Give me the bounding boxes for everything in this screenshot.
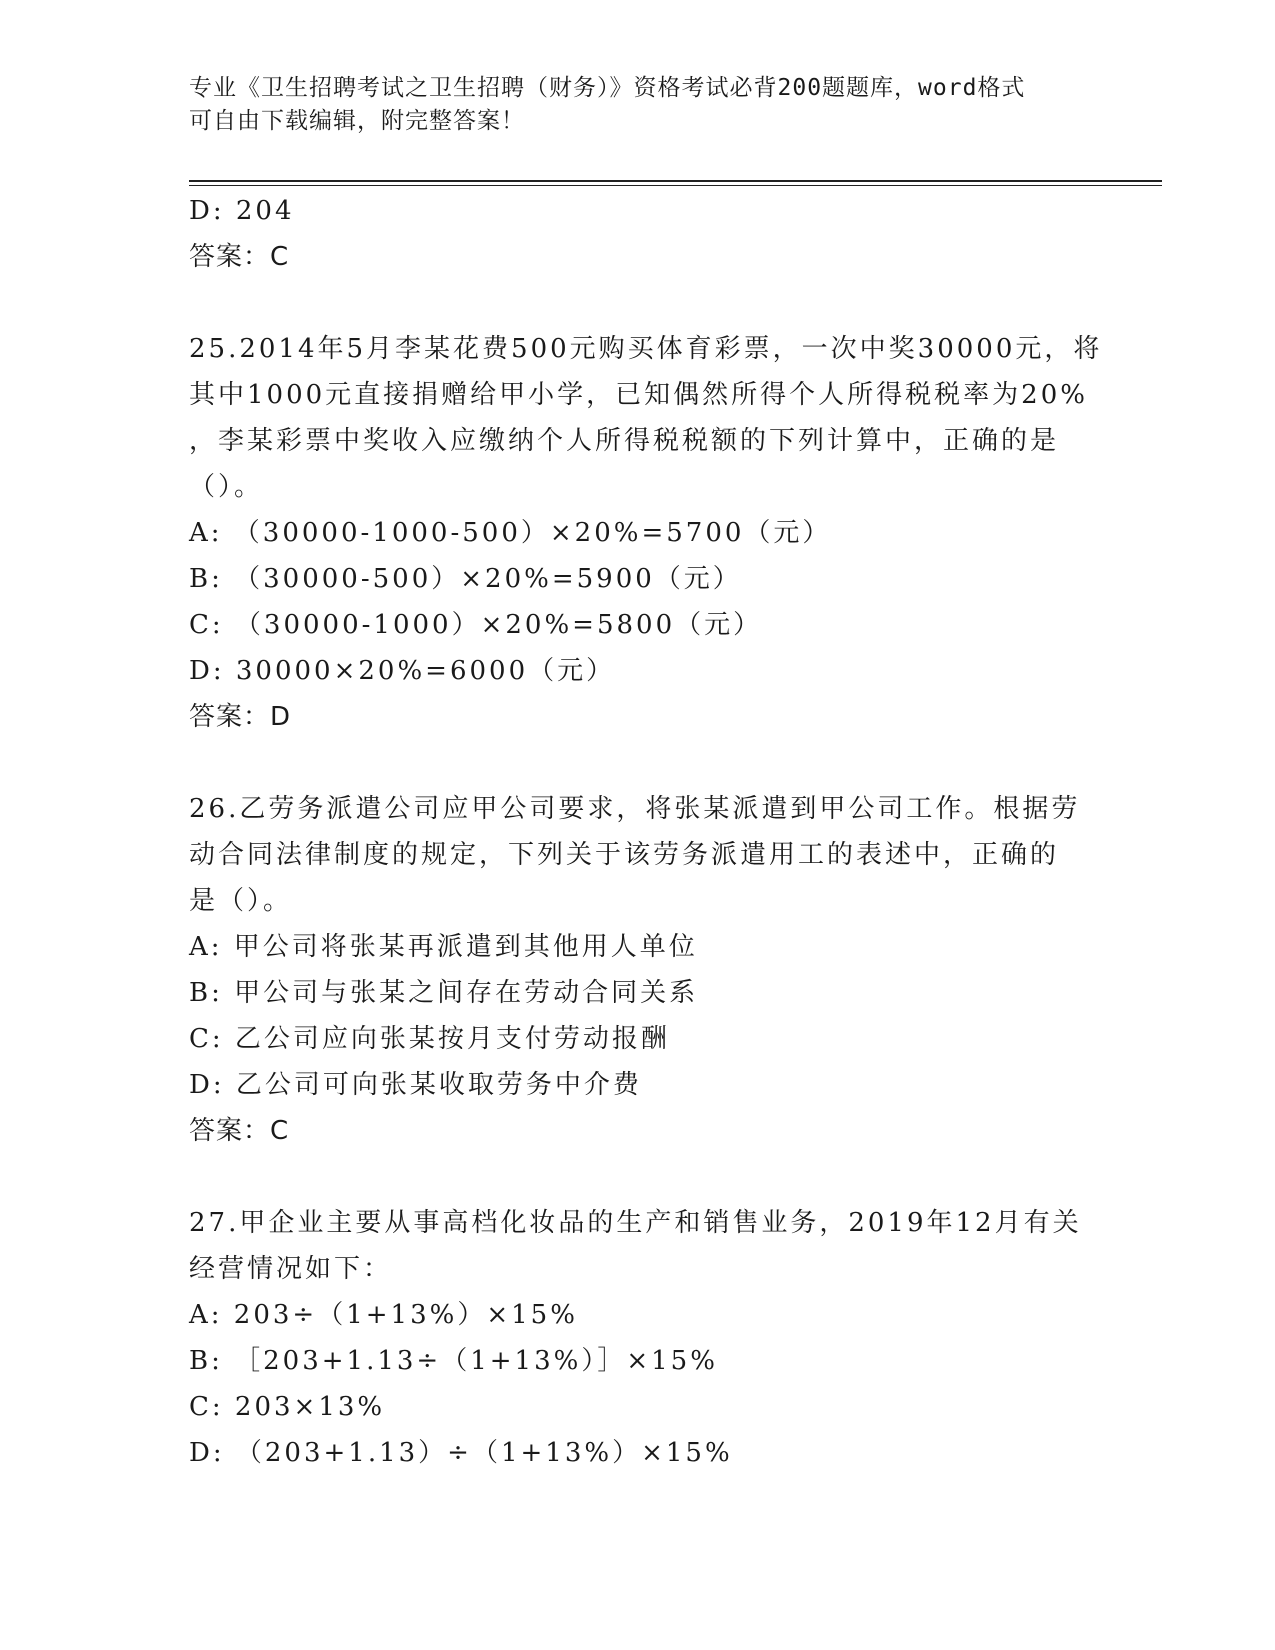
header-title-line-1: 专业《卫生招聘考试之卫生招聘（财务）》资格考试必背200题题库，word格式 [189, 75, 1026, 101]
option-a: A: （30000-1000-500）×20%=5700（元） [189, 518, 832, 548]
question-27 [189, 1200, 1089, 1476]
document-body [189, 188, 1103, 1476]
question-26 [189, 786, 1089, 1154]
option-d: D: （203+1.13）÷（1+13%）×15% [189, 1438, 733, 1468]
header-title-line-2: 可自由下载编辑，附完整答案！ [189, 108, 525, 134]
option-c: C: 乙公司应向张某按月支付劳动报酬 [189, 1024, 670, 1054]
question-stem-line: （）。 [189, 472, 264, 502]
option-c: C: （30000-1000）×20%=5800（元） [189, 610, 763, 640]
spacer [189, 1154, 1089, 1200]
option-d: D: 30000×20%=6000（元） [189, 656, 616, 686]
question-stem-line: 动合同法律制度的规定，下列关于该劳务派遣用工的表述中，正确的 [189, 840, 1060, 870]
answer-line: 答案：C [189, 1116, 290, 1146]
question-stem-line: 是（）。 [189, 886, 293, 916]
document-header [189, 72, 1089, 138]
option-d: D: 204 [189, 196, 295, 226]
question-stem-line: 25.2014年5月李某花费500元购买体育彩票，一次中奖30000元，将 [189, 334, 1103, 364]
answer-line: 答案：C [189, 242, 290, 272]
option-c: C: 203×13% [189, 1392, 386, 1422]
question-stem-line: 27.甲企业主要从事高档化妆品的生产和销售业务，2019年12月有关 [189, 1208, 1082, 1238]
header-divider-thick [189, 180, 1162, 182]
question-stem-line: ，李某彩票中奖收入应缴纳个人所得税税额的下列计算中，正确的是 [189, 426, 1060, 456]
option-d: D: 乙公司可向张某收取劳务中介费 [189, 1070, 642, 1100]
option-b: B: 甲公司与张某之间存在劳动合同关系 [189, 978, 699, 1008]
previous-question-tail [189, 188, 1089, 280]
answer-line: 答案：D [189, 702, 292, 732]
question-stem-line: 经营情况如下： [189, 1254, 393, 1284]
spacer [189, 280, 1089, 326]
option-b: B: （30000-500）×20%=5900（元） [189, 564, 742, 594]
option-a: A: 甲公司将张某再派遣到其他用人单位 [189, 932, 698, 962]
spacer [189, 740, 1089, 786]
option-a: A: 203÷（1+13%）×15% [189, 1300, 578, 1330]
question-stem-line: 其中1000元直接捐赠给甲小学，已知偶然所得个人所得税税率为20% [189, 380, 1088, 410]
header-divider-thin [189, 185, 1162, 186]
question-25 [189, 326, 1103, 740]
option-b: B: ［203+1.13÷（1+13%）］×15% [189, 1346, 718, 1376]
question-stem-line: 26.乙劳务派遣公司应甲公司要求，将张某派遣到甲公司工作。根据劳 [189, 794, 1081, 824]
